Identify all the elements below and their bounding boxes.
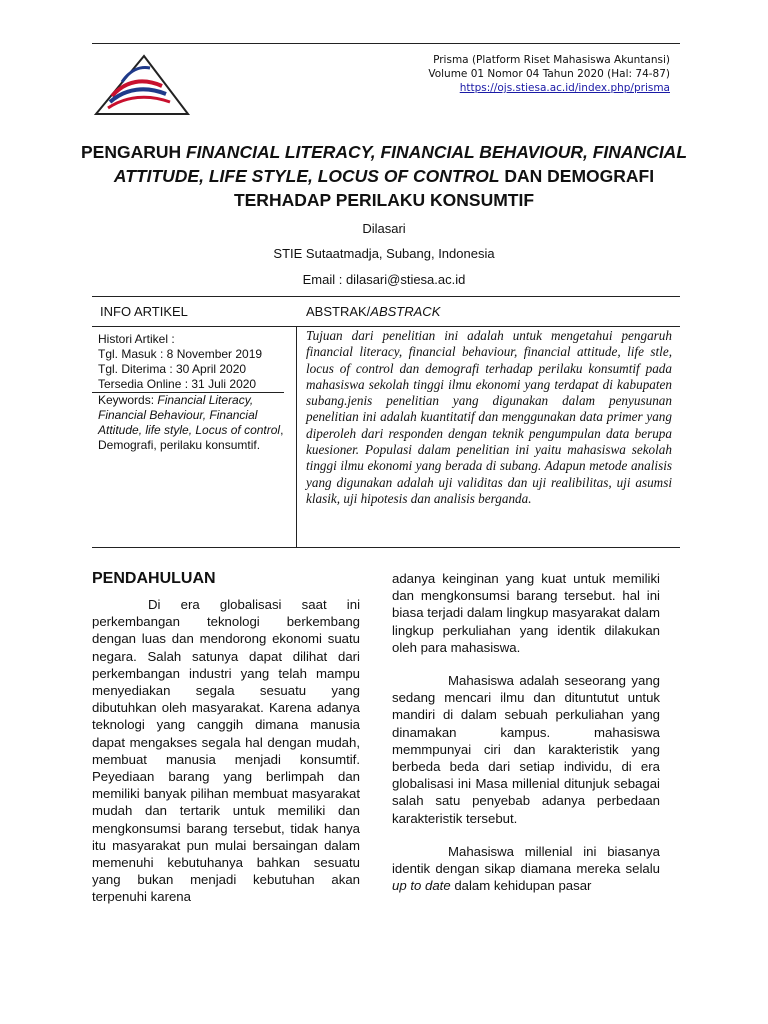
section-title: PENDAHULUAN — [92, 570, 216, 587]
abstract-heading — [306, 304, 440, 319]
title-part-1: PENGARUH — [80, 142, 186, 162]
journal-info — [428, 53, 670, 95]
keywords-plain: , Demografi, perilaku konsumtif. — [98, 423, 284, 452]
paper-title — [80, 140, 688, 212]
keywords-italic: Financial Literacy, Financial Behaviour, Financial Attitude, life style, Locus of control — [98, 393, 281, 437]
body-right-column — [392, 570, 660, 894]
intro-paragraph-3 — [392, 843, 660, 895]
info-artikel-heading: INFO ARTIKEL — [100, 304, 188, 319]
table-column-divider — [296, 326, 297, 547]
abstract-text: Tujuan dari penelitian ini adalah untuk mengetahui pengaruh financial literacy, financial behaviour, financial attitude, life stle, locus of control dan demografi terhadap perilaku konsumtif pada mahasiswa sekolah tinggi ilmu ekonomi yang terdapat di kabupaten subang.jenis penelitian yang digunakan dalam penyusunan penelitian ini adalah kuantitatif dan menggunakan data primer yang diperoleh dari responden dengan teknik pengumpulan data berupa kuesioner. Populasi dalam penelitian ini yaitu mahasiswa sekolah tinggi ilmu ekonomi yang berada di subang. Adapun metode analisis yang digunakan adalah uji validitas dan uji realibilitas, uji asumsi klasik, uji hipotesis dan analisis berganda. — [306, 328, 672, 506]
received-date: Tgl. Masuk : 8 November 2019 — [98, 347, 263, 361]
abstract-heading-part-1: ABSTRAK/ — [306, 304, 371, 319]
table-top-rule — [92, 296, 680, 297]
volume-info: Volume 01 Nomor 04 Tahun 2020 (Hal: 74-87) — [428, 68, 670, 80]
intro-paragraph-1: Di era globalisasi saat ini perkembangan teknologi berkembang dengan luas dan mendorong ekonomi suatu negara. Salah satunya dapat dilihat dari perkembangan industri yang telah mampu menyediakan segala sesuatu yang dibutuhkan oleh masyarakat. Karena adanya teknologi yang canggih dimana manusia dapat mengakses segala hal dengan mudah, membuat manusia menjadi konsumtif. Peyediaan barang yang berlimpah dan memiliki banyak pilihan membuat masyarakat mudah dan tertarik untuk memiliki dan mengkonsumsi barang tersebut, tidak hanya itu masyarakat pun mulai bersaingan dalam memenuhi kebutuhanya bahkan sesuatu yang bukan menjadi kebutuhan akan terpenuhi karena — [92, 597, 360, 905]
online-date: Tersedia Online : 31 Juli 2020 — [98, 377, 257, 391]
author-affiliation: STIE Sutaatmadja, Subang, Indonesia — [273, 246, 495, 261]
table-header-rule — [92, 326, 680, 327]
article-info-table — [92, 296, 680, 548]
intro-paragraph-1-continued: adanya keinginan yang kuat untuk memiliki dan mengkonsumsi barang tersebut. hal ini biasa terjadi dalam lingkup masyarakat dalam lingkup perkuliahan yang identik dilakukan oleh para mahasiswa. — [392, 571, 660, 655]
para-3-text-a: Mahasiswa millenial ini biasanya identik dengan sikap diamana mereka selalu — [392, 843, 660, 877]
history-label: Histori Artikel : — [98, 332, 175, 346]
keywords-label: Keywords: — [98, 393, 158, 407]
intro-paragraph-2: Mahasiswa adalah seseorang yang sedang mencari ilmu dan dituntutut untuk mandiri di dalam sebuah perkuliahan yang dinamakan kampus. mahasiswa memmpunyai ciri dan karakteristik yang berbeda beda dari setiap individu, di era globalisasi ini Masa millenial ditunjuk sebagai salah satu penyebab adanya perbedaan karakteristik tersebut. — [392, 673, 660, 826]
journal-url-link[interactable]: https://ojs.stiesa.ac.id/index.php/prisma — [459, 82, 670, 94]
article-history — [98, 332, 286, 453]
journal-name: Prisma (Platform Riset Mahasiswa Akuntansi) — [433, 54, 670, 66]
title-part-2: FINANCIAL LITERACY, FINANCIAL BEHAVIOUR, FINANCIAL ATTITUDE, LIFE STYLE, LOCUS OF CONTROL — [113, 142, 688, 186]
abstract-heading-part-2: ABSTRACK — [370, 304, 441, 319]
para-3-text-c: dalam kehidupan pasar — [450, 878, 592, 894]
author-email: Email : dilasari@stiesa.ac.id — [302, 272, 466, 287]
body-left-column — [92, 570, 360, 906]
title-part-3: DAN DEMOGRAFI TERHADAP PERILAKU KONSUMTIF — [233, 166, 655, 210]
accepted-date: Tgl. Diterima : 30 April 2020 — [98, 362, 247, 376]
header-rule — [92, 43, 680, 44]
keywords — [98, 393, 286, 453]
table-bottom-rule — [92, 547, 680, 548]
para-3-italic: up to date — [392, 878, 451, 894]
prisma-logo-icon — [92, 52, 192, 122]
author-name: Dilasari — [362, 221, 406, 236]
